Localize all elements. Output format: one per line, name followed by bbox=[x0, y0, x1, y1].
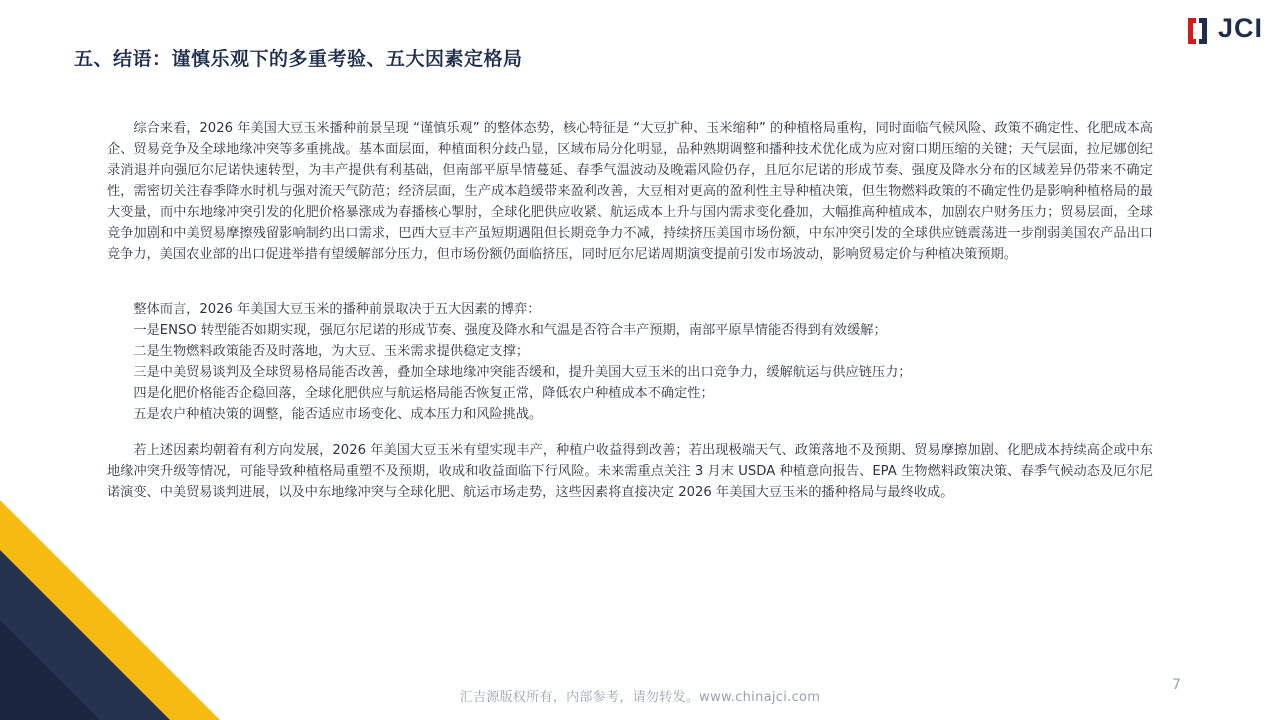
factor-item: 二是生物燃料政策能否及时落地，为大豆、玉米需求提供稳定支撑； bbox=[133, 344, 530, 359]
page-number: 7 bbox=[1172, 677, 1181, 693]
footer-copyright: 汇吉源版权所有，内部参考，请勿转发。www.chinajci.com bbox=[459, 690, 821, 705]
factor-item: 五是农户种植决策的调整，能否适应市场变化、成本压力和风险挑战。 bbox=[133, 407, 543, 422]
factor-item: 三是中美贸易谈判及全球贸易格局能否改善，叠加全球地缘冲突能否缓和，提升美国大豆玉米的出口竞争力，缓解航运与供应链压力； bbox=[133, 365, 912, 380]
slide-title: 五、结语：谨慎乐观下的多重考验、五大因素定格局 bbox=[74, 48, 523, 70]
summary-paragraph: 综合来看，2026 年美国大豆玉米播种前景呈现 “谨慎乐观” 的整体态势，核心特征是 “大豆扩种、玉米缩种” 的种植格局重构，同时面临气候风险、政策不确定性、化肥成本高企、贸易竞争及全球地缘冲突等多重挑战。基本面层面，种植面积分歧凸显，区域布局分化明显，品种熟期调整和播种技术优化成为应对窗口期压缩的关键；天气层面，拉尼娜创纪录消退并向强厄尔尼诺快速转型，为丰产提供有利基础，但南部平原旱情蔓延、春季气温波动及晚霜风险仍存，且厄尔尼诺的形成节奏、强度及降水分布的区域差异仍带来不确定性，需密切关注春季降水时机与强对流天气防范；经济层面，生产成本趋缓带来盈利改善，大豆相对更高的盈利性主导种植决策，但生物燃料政策的不确定性仍是影响种植格局的最大变量，而中东地缘冲突引发的化肥价格暴涨成为春播核心掣肘，全球化肥供应收紧、航运成本上升与国内需求变化叠加，大幅推高种植成本，加剧农户财务压力；贸易层面，全球竞争加剧和中美贸易摩擦残留影响制约出口需求，巴西大豆丰产虽短期遇阻但长期竞争力不减，持续挤压美国市场份额，中东冲突引发的全球供应链震荡进一步削弱美国农产品出口竞争力，美国农业部的出口促进举措有望缓解部分压力，但市场份额仍面临挤压，同时厄尔尼诺周期演变提前引发市场波动，影响贸易定价与种植决策预期。 bbox=[107, 121, 1153, 262]
factor-item: 一是ENSO 转型能否如期实现，强厄尔尼诺的形成节奏、强度及降水和气温是否符合丰产预期，南部平原旱情能否得到有效缓解； bbox=[133, 323, 887, 338]
factors-intro: 整体而言，2026 年美国大豆玉米的播种前景取决于五大因素的博弈： bbox=[133, 302, 541, 317]
logo-text: JCI bbox=[1218, 13, 1264, 43]
outlook-paragraph: 若上述因素均朝着有利方向发展，2026 年美国大豆玉米有望实现丰产，种植户收益得到改善；若出现极端天气、政策落地不及预期、贸易摩擦加剧、化肥成本持续高企或中东地缘冲突升级等情况，可能导致种植格局重塑不及预期，收成和收益面临下行风险。未来需重点关注 3 月末 USDA 种植意向报告、EPA 生物燃料政策决策、春季气候动态及厄尔尼诺演变、中美贸易谈判进展，以及中东地缘冲突与全球化肥、航运市场走势，这些因素将直接决定 2026 年美国大豆玉米的播种格局与最终收成。 bbox=[107, 443, 1153, 500]
factor-item: 四是化肥价格能否企稳回落，全球化肥供应与航运格局能否恢复正常，降低农户种植成本不确定性； bbox=[133, 386, 714, 401]
body-content bbox=[107, 118, 1153, 503]
